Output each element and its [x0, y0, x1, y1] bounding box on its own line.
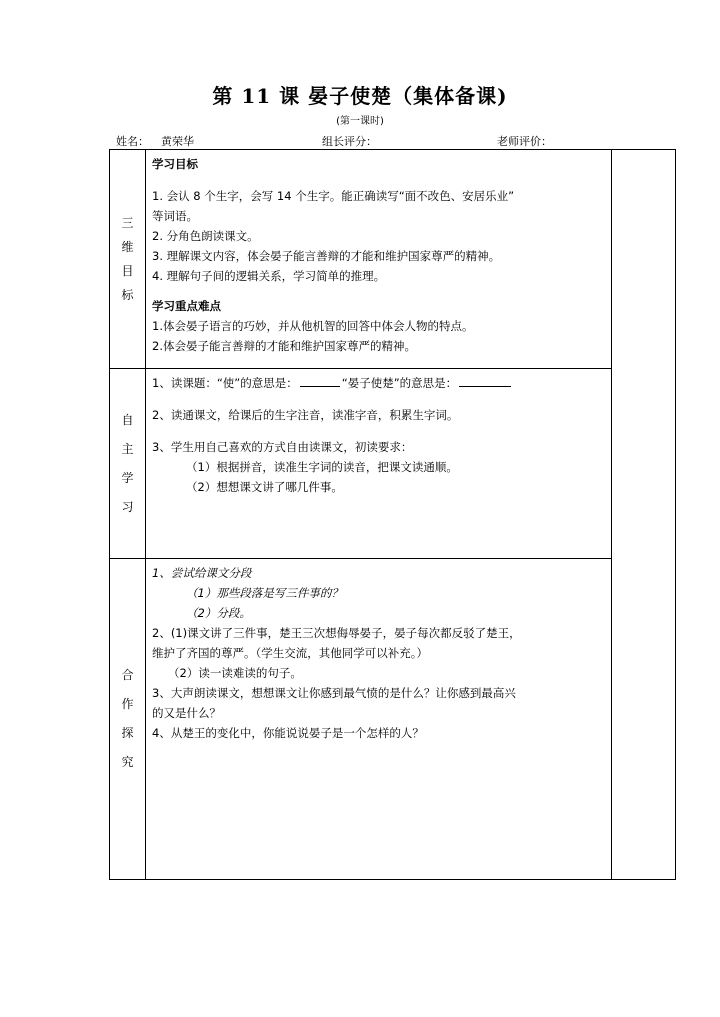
name-label: 姓名：	[116, 135, 149, 148]
goal-item: 等词语。	[152, 209, 198, 223]
question-2: 2、读通课文，给课后的生字注音，读准字音，积累生字词。	[152, 408, 459, 422]
goal-item: 1. 会认 8 个生字，会写 14 个生字。能正确读写“面不改色、安居乐业”	[152, 189, 515, 203]
leader-score-label: 组长评分：	[322, 135, 377, 148]
section-goals-row	[110, 150, 676, 369]
question-3-sub: （1）根据拼音，读准生字词的读音，把课文读通顺。	[186, 460, 458, 474]
key-point-item: 2.体会晏子能言善辩的才能和维护国家尊严的精神。	[152, 339, 416, 353]
task-1-sub: （1）那些段落是写三件事的？	[186, 586, 343, 600]
key-points-heading: 学习重点难点	[152, 299, 221, 313]
task-2: 维护了齐国的尊严。（学生交流，其他同学可以补充。）	[152, 646, 428, 660]
question-3-sub: （2）想想课文讲了哪几件事。	[186, 480, 343, 494]
side-label-cooperation: 合 作 探 究	[110, 559, 146, 880]
side-label-self-study: 自 主 学 习	[110, 369, 146, 559]
task-1: 1、尝试给课文分段	[152, 566, 252, 580]
name-field	[116, 133, 194, 149]
goals-heading: 学习目标	[152, 157, 198, 171]
side-label-goals: 三 维 目 标	[110, 150, 146, 369]
answer-blank[interactable]	[300, 374, 340, 387]
task-2: 2、(1)课文讲了三件事，楚王三次想侮辱晏子，晏子每次都反驳了楚王，	[152, 626, 521, 640]
task-3: 3、大声朗读课文，想想课文让你感到最气愤的是什么？让你感到最高兴	[152, 686, 516, 700]
goal-item: 3. 理解课文内容，体会晏子能言善辩的才能和维护国家尊严的精神。	[152, 249, 501, 263]
name-value: 黄荣华	[161, 135, 194, 148]
right-blank-column	[612, 150, 676, 880]
goal-item: 2. 分角色朗读课文。	[152, 229, 259, 243]
section-self-study-row	[110, 369, 676, 559]
cooperation-content	[146, 559, 612, 880]
key-point-item: 1.体会晏子语言的巧妙，并从他机智的回答中体会人物的特点。	[152, 319, 474, 333]
task-2-sub: （2）读一读难读的句子。	[168, 666, 302, 680]
task-3: 的又是什么？	[152, 706, 221, 720]
goals-content	[146, 150, 612, 369]
goal-item: 4. 理解句子间的逻辑关系，学习简单的推理。	[152, 269, 386, 283]
answer-blank[interactable]	[459, 374, 511, 387]
page-subtitle: (第一课时)	[336, 116, 384, 127]
task-1-sub: （2）分段。	[186, 606, 251, 620]
section-cooperation-row	[110, 559, 676, 880]
lesson-plan-table	[109, 149, 676, 880]
page-title: 第 11 课 晏子使楚（集体备课)	[212, 84, 508, 108]
teacher-eval-label: 老师评价：	[497, 135, 552, 148]
task-4: 4、从楚王的变化中，你能说说晏子是一个怎样的人？	[152, 726, 424, 740]
question-3: 3、学生用自己喜欢的方式自由读课文，初读要求：	[152, 440, 413, 454]
question-1: 1、读课题：“使”的意思是： “晏子使楚”的意思是：	[152, 373, 605, 393]
self-study-content	[146, 369, 612, 559]
